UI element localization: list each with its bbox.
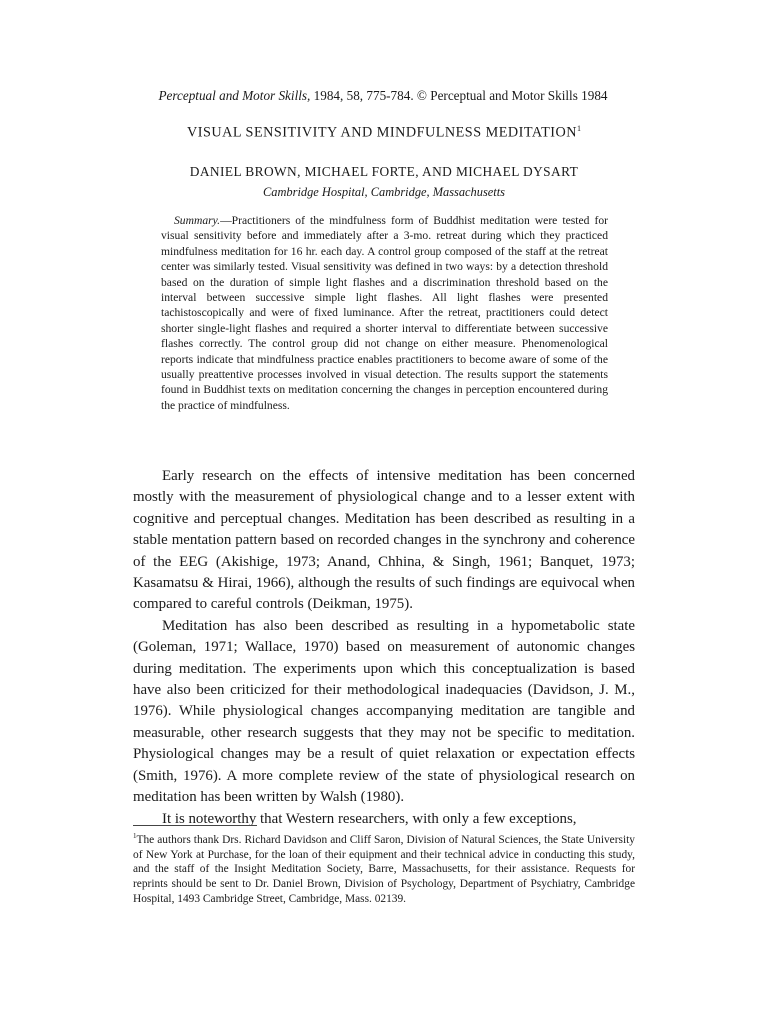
citation-details: 1984, 58, 775-784. © Perceptual and Motor Skills 1984 xyxy=(310,88,608,103)
summary-text: —Practitioners of the mindfulness form of Buddhist meditation were tested for visual sensitivity before and immediately after a 3-mo. retreat during which they practiced mindfulness meditation for 16 hr. each day. A control group composed of the staff at the retreat center was similarly tested. Visual sensitivity was defined in two ways: by a detection threshold based on the duration of simple light flashes and a discrimination threshold based on the interval between successive simple light flashes. All light flashes were presented tachistoscopically and were of fixed luminance. After the retreat, practitioners could detect shorter single-light flashes and required a shorter interval to differentiate between successive flashes correctly. The control group did not change on either measure. Phenomenological reports indicate that mindfulness practice enables practitioners to become aware of some of the usually preattentive processes involved in visual detection. The results support the statements found in Buddhist texts on meditation concerning the changes in perception encountered during the practice of mindfulness. xyxy=(161,214,608,412)
abstract-summary xyxy=(161,213,608,413)
body-text xyxy=(133,466,635,830)
author-list: DANIEL BROWN, MICHAEL FORTE, AND MICHAEL DYSART xyxy=(189,164,579,179)
journal-name: Perceptual and Motor Skills, xyxy=(158,88,311,103)
article-title xyxy=(0,124,768,142)
summary-label: Summary. xyxy=(174,214,221,227)
journal-citation xyxy=(148,88,618,104)
title-footnote-mark: 1 xyxy=(576,124,581,133)
footnote xyxy=(133,829,635,907)
body-paragraph-3: It is noteworthy that Western researchers, with only a few exceptions, xyxy=(162,810,577,827)
body-paragraph-2: Meditation has also been described as resulting in a hypometabolic state (Goleman, 1971; Wallace, 1970) based on measurement of autonomic changes during meditation. The experiments upon which this conceptualization is based have also been criticized for their methodological inadequacies (Davidson, J. M., 1976). While physiological changes accompanying meditation are tangible and measurable, other research suggests that they may not be specific to meditation. Physiological changes may be a result of quiet relaxation or expectation effects (Smith, 1976). A more complete review of the state of physiological research on meditation has been written by Walsh (1980). xyxy=(133,617,635,806)
body-paragraph-1: Early research on the effects of intensive meditation has been concerned mostly with the measurement of physiological change and to a lesser extent with cognitive and perceptual changes. Meditation has been described as resulting in a stable mentation pattern based on recorded changes in the synchrony and coherence of the EEG (Akishige, 1973; Anand, Chhina, & Singh, 1961; Banquet, 1973; Kasamatsu & Hirai, 1966), although the results of such findings are equivocal when compared to careful controls (Deikman, 1975). xyxy=(133,468,635,613)
title-text: VISUAL SENSITIVITY AND MINDFULNESS MEDITATION xyxy=(187,124,577,141)
footnote-text: The authors thank Drs. Richard Davidson and Cliff Saron, Division of Natural Sciences, the State University of New York at Purchase, for the loan of their equipment and their technical advice in conducting this study, and the staff of the Insight Meditation Society, Barre, Massachusetts, for their assistance. Requests for reprints should be sent to Dr. Daniel Brown, Division of Psychology, Department of Psychiatry, Cambridge Hospital, 1493 Cambridge Street, Cambridge, Mass. 02139. xyxy=(133,833,635,905)
footnote-divider xyxy=(133,825,257,826)
footnote-mark: 1 xyxy=(133,832,137,840)
author-affiliation: Cambridge Hospital, Cambridge, Massachusetts xyxy=(263,185,505,199)
